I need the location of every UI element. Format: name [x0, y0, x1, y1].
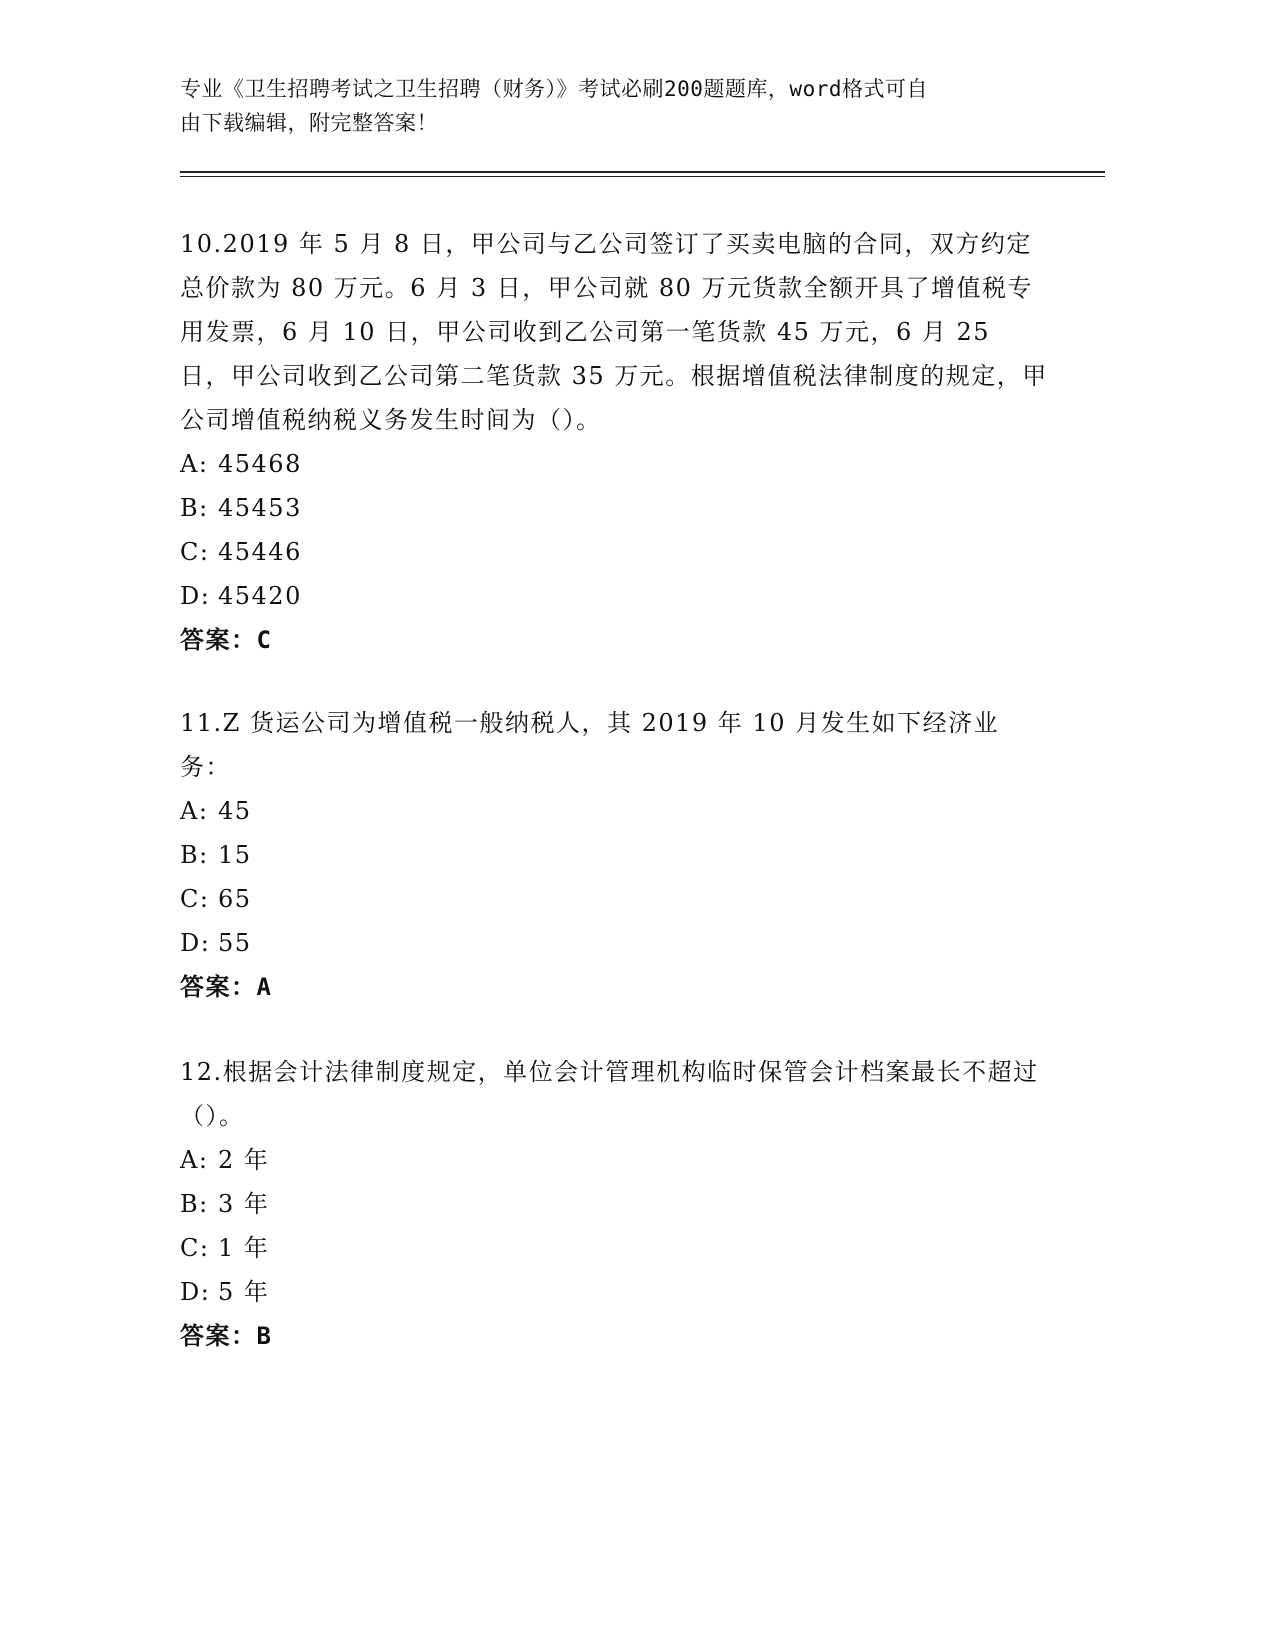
header-line-2: 由下载编辑，附完整答案！ [180, 111, 438, 135]
question-stem: 11.Z 货运公司为增值税一般纳税人，其 2019 年 10 月发生如下经济业务： [180, 709, 1000, 781]
option-text: 15 [218, 841, 252, 869]
option-text: 55 [218, 929, 252, 957]
option-letter: C: [180, 1234, 210, 1262]
option-d [180, 921, 1050, 965]
answer-line: 答案：C [180, 626, 273, 654]
option-letter: A: [180, 1146, 209, 1174]
option-c [180, 530, 1050, 574]
document-header [180, 72, 1050, 140]
option-d [180, 574, 1050, 618]
option-text: 3 年 [218, 1190, 270, 1218]
option-text: 65 [218, 885, 252, 913]
option-c [180, 877, 1050, 921]
option-text: 5 年 [218, 1278, 270, 1306]
option-text: 45468 [218, 450, 302, 478]
header-line-1: 专业《卫生招聘考试之卫生招聘（财务）》考试必刷200题题库，word格式可自 [180, 77, 928, 101]
option-letter: D: [180, 1278, 211, 1306]
option-text: 2 年 [218, 1146, 270, 1174]
option-d [180, 1270, 1050, 1314]
option-text: 45453 [218, 494, 302, 522]
option-letter: B: [180, 841, 209, 869]
answer-line: 答案：B [180, 1322, 273, 1350]
option-a [180, 1138, 1050, 1182]
option-b [180, 486, 1050, 530]
header-rule-thin [180, 176, 1105, 177]
option-text: 45420 [218, 582, 302, 610]
option-text: 45 [218, 797, 252, 825]
option-a [180, 789, 1050, 833]
question-11 [180, 701, 1050, 1009]
option-letter: B: [180, 494, 209, 522]
option-b [180, 833, 1050, 877]
option-a [180, 442, 1050, 486]
option-letter: D: [180, 582, 211, 610]
header-rule-thick [180, 171, 1105, 173]
option-text: 45446 [218, 538, 302, 566]
option-text: 1 年 [218, 1234, 270, 1262]
option-letter: A: [180, 450, 209, 478]
option-b [180, 1182, 1050, 1226]
question-12 [180, 1050, 1050, 1358]
option-letter: C: [180, 885, 210, 913]
answer-line: 答案：A [180, 973, 273, 1001]
question-stem: 10.2019 年 5 月 8 日，甲公司与乙公司签订了买卖电脑的合同，双方约定总价款为 80 万元。6 月 3 日，甲公司就 80 万元货款全额开具了增值税专用发票，6 月 10 日，甲公司收到乙公司第一笔货款 45 万元，6 月 25 日，甲公司收到乙公司第二笔货款 35 万元。根据增值税法律制度的规定，甲公司增值税纳税义务发生时间为（）。 [180, 230, 1048, 434]
option-letter: B: [180, 1190, 209, 1218]
question-10 [180, 222, 1050, 662]
option-letter: A: [180, 797, 209, 825]
question-stem: 12.根据会计法律制度规定，单位会计管理机构临时保管会计档案最长不超过（）。 [180, 1058, 1039, 1130]
option-letter: D: [180, 929, 211, 957]
option-c [180, 1226, 1050, 1270]
option-letter: C: [180, 538, 210, 566]
